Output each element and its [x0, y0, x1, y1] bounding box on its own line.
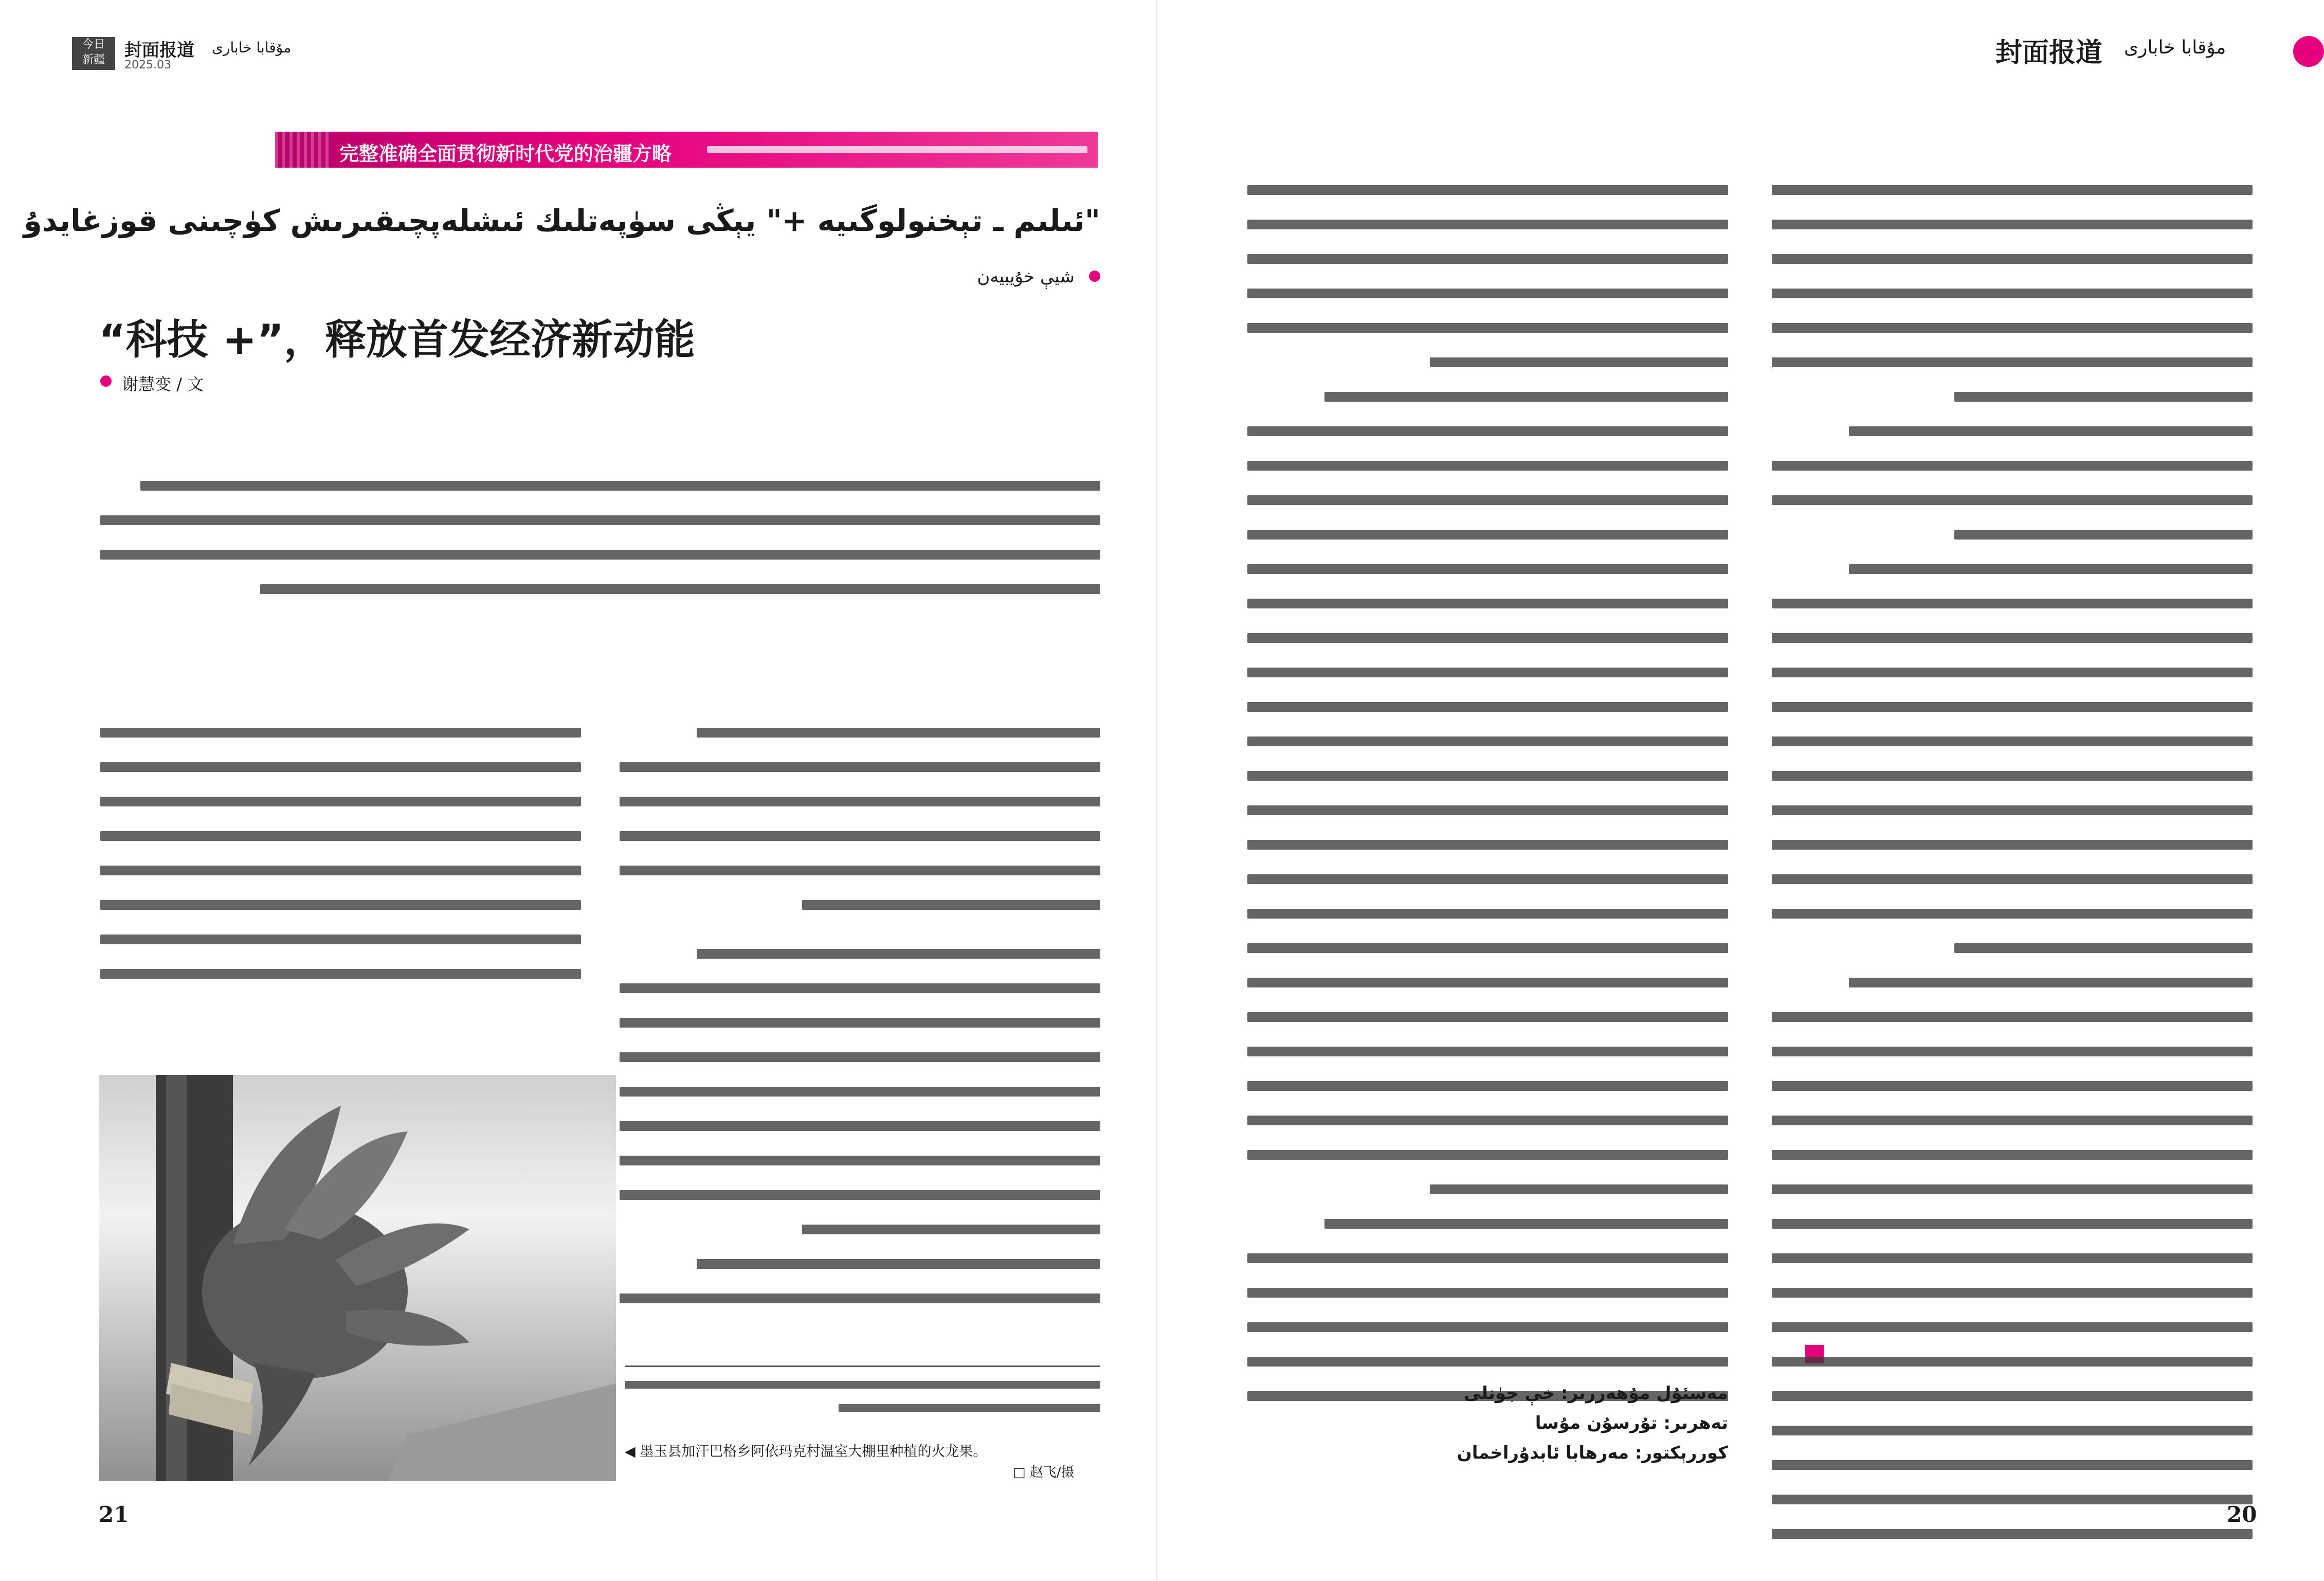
- text-line: [1247, 702, 1728, 712]
- text-line: [620, 983, 1100, 993]
- text-line: [1772, 220, 2253, 229]
- text-line: [1247, 1288, 1728, 1298]
- text-line: [1247, 1322, 1728, 1332]
- text-line: [1849, 978, 2253, 987]
- text-line: [100, 797, 581, 806]
- text-line: [1772, 909, 2253, 919]
- caption-ug-block: [625, 1381, 1100, 1427]
- text-line: [1247, 943, 1728, 953]
- text-line: [260, 584, 1100, 594]
- text-line: [1247, 978, 1728, 987]
- text-line: [100, 550, 1100, 560]
- lead-paragraph: [100, 481, 1100, 619]
- text-line: [1247, 1150, 1728, 1160]
- text-line: [1772, 874, 2253, 884]
- text-line: [140, 481, 1100, 491]
- text-line: [1772, 289, 2253, 298]
- text-line: [1430, 1184, 1728, 1194]
- text-line: [1772, 1116, 2253, 1125]
- right-header: [1995, 31, 2314, 72]
- text-line: [100, 866, 581, 875]
- text-line: [1247, 185, 1728, 195]
- banner-ug-decoration: [707, 146, 1087, 153]
- text-line: [100, 762, 581, 772]
- text-line: [1954, 392, 2253, 402]
- text-line: [1849, 426, 2253, 436]
- text-line: [1247, 874, 1728, 884]
- caption-cn: ◀ 墨玉县加汗巴格乡阿依玛克村温室大棚里种植的火龙果。: [625, 1444, 987, 1460]
- page-number-right: 20: [2227, 1502, 2257, 1527]
- bullet-dot-icon: [100, 375, 112, 387]
- text-line: [100, 969, 581, 979]
- left-header: [72, 36, 360, 72]
- magazine-logo: 今日 新疆: [72, 37, 115, 70]
- text-line: [1772, 1426, 2253, 1435]
- article-title-ug: "ئىلىم ـ تېخنولوگىيە +" يېڭى سۈپەتلىك ئىشلەپچىقىرىش كۈچىنى قوزغايدۇ: [23, 203, 1100, 238]
- page-number-left: 21: [99, 1502, 129, 1527]
- text-line: [1247, 323, 1728, 333]
- text-line: [100, 831, 581, 841]
- text-line: [1772, 1288, 2253, 1298]
- text-line: [1849, 564, 2253, 574]
- text-line: [1772, 1012, 2253, 1022]
- text-line: [1772, 1322, 2253, 1332]
- text-line: [620, 1018, 1100, 1028]
- text-line: [802, 900, 1100, 910]
- text-line: [620, 866, 1100, 875]
- text-line: [1772, 1081, 2253, 1091]
- text-line: [697, 949, 1100, 959]
- editor-line-2: تەھرىر: تۇرسۇن مۇسا: [1535, 1413, 1728, 1433]
- section-title-ug: مۇقابا خابارى: [2124, 37, 2226, 58]
- text-line: [1772, 599, 2253, 608]
- text-line: [620, 831, 1100, 841]
- text-line: [1772, 1150, 2253, 1160]
- text-line: [1247, 426, 1728, 436]
- text-line: [620, 1156, 1100, 1165]
- text-line: [1247, 805, 1728, 815]
- text-line: [620, 1293, 1100, 1303]
- text-line: [1247, 1116, 1728, 1125]
- text-line: [1324, 1219, 1728, 1229]
- text-line: [1772, 736, 2253, 746]
- page-tab-marker: [2293, 36, 2324, 67]
- text-line: [1247, 495, 1728, 505]
- banner-title-cn: 完整准确全面贯彻新时代党的治疆方略: [339, 142, 672, 165]
- text-line: [1772, 702, 2253, 712]
- text-line: [1247, 771, 1728, 781]
- text-line: [1772, 461, 2253, 471]
- city-skyline-decoration: [275, 132, 332, 168]
- text-line: [1247, 736, 1728, 746]
- issue-number: 2025.03: [124, 59, 171, 71]
- article-title-cn: “科技 +”，释放首发经济新动能: [99, 316, 696, 364]
- right-page: [1157, 0, 2314, 1581]
- text-line: [1772, 323, 2253, 333]
- caption-arrow-icon: ◀: [625, 1444, 640, 1460]
- author-ug: شيې خۇيبيەن: [977, 266, 1075, 287]
- text-line: [1772, 1391, 2253, 1401]
- text-line: [100, 728, 581, 738]
- caption-divider: [625, 1366, 1100, 1367]
- text-line: [1772, 1184, 2253, 1194]
- author-ug-row: [925, 266, 1100, 289]
- text-line: [1247, 254, 1728, 264]
- text-line: [1772, 1529, 2253, 1539]
- banner: [275, 132, 1098, 168]
- article-column-2: [100, 728, 581, 1003]
- section-title-cn: 封面报道: [124, 40, 194, 61]
- text-line: [620, 797, 1100, 806]
- text-line: [1772, 1047, 2253, 1056]
- text-line: [1772, 1495, 2253, 1504]
- text-line: [1772, 185, 2253, 195]
- text-line: [620, 1052, 1100, 1062]
- text-line: [1247, 530, 1728, 540]
- article-column-1: [620, 728, 1100, 1328]
- text-line: [1247, 633, 1728, 643]
- text-line: [100, 515, 1100, 525]
- text-line: [1430, 357, 1728, 367]
- text-line: [1247, 1012, 1728, 1022]
- text-line: [697, 1259, 1100, 1269]
- text-line: [1247, 289, 1728, 298]
- text-line: [1954, 530, 2253, 540]
- text-line: [1954, 943, 2253, 953]
- text-line: [1247, 1357, 1728, 1367]
- text-line: [620, 762, 1100, 772]
- editor-credits: [1322, 1378, 1728, 1468]
- editor-line-1: مەسئۇل مۇھەررىر: خې جۈنلى: [1463, 1383, 1728, 1404]
- bullet-dot-icon: [1089, 271, 1100, 282]
- text-line: [100, 935, 581, 944]
- photo-dragon-fruit: [99, 1075, 616, 1481]
- text-line: [1772, 357, 2253, 367]
- text-line: [1772, 771, 2253, 781]
- text-line: [1772, 633, 2253, 643]
- text-line: [1772, 668, 2253, 677]
- dragon-fruit-illustration: [99, 1075, 616, 1481]
- text-line: [1247, 461, 1728, 471]
- text-line: [1772, 840, 2253, 850]
- text-line: [625, 1381, 1100, 1389]
- author-cn: 谢慧变 / 文: [122, 374, 204, 394]
- text-line: [620, 1190, 1100, 1200]
- text-line: [620, 1087, 1100, 1097]
- text-line: [1247, 909, 1728, 919]
- text-line: [1772, 495, 2253, 505]
- text-line: [1772, 1460, 2253, 1470]
- text-line: [697, 728, 1100, 738]
- text-line: [1247, 599, 1728, 608]
- text-line: [1772, 1253, 2253, 1263]
- text-line: [1247, 564, 1728, 574]
- text-line: [1247, 668, 1728, 677]
- text-line: [1247, 840, 1728, 850]
- text-line: [1324, 392, 1728, 402]
- article-column-3: [1247, 185, 1728, 1426]
- editor-line-3: كوررېكتور: مەرھابا ئابدۇراخمان: [1457, 1443, 1728, 1463]
- article-column-4: [1772, 185, 2253, 1564]
- section-title-cn: 封面报道: [1995, 37, 2103, 68]
- text-line: [1772, 805, 2253, 815]
- text-line: [100, 900, 581, 910]
- text-line: [839, 1404, 1100, 1412]
- text-line: [1247, 1253, 1728, 1263]
- text-line: [1247, 1047, 1728, 1056]
- text-line: [1772, 254, 2253, 264]
- section-title-ug: مۇقابا خابارى: [212, 39, 292, 56]
- text-line: [1772, 1219, 2253, 1229]
- text-line: [802, 1225, 1100, 1234]
- text-line: [1772, 1357, 2253, 1367]
- text-line: [1247, 1081, 1728, 1091]
- left-page: [0, 0, 1157, 1581]
- text-line: [620, 1121, 1100, 1131]
- photo-credit: □ 赵飞/摄: [1013, 1465, 1075, 1480]
- text-line: [1247, 220, 1728, 229]
